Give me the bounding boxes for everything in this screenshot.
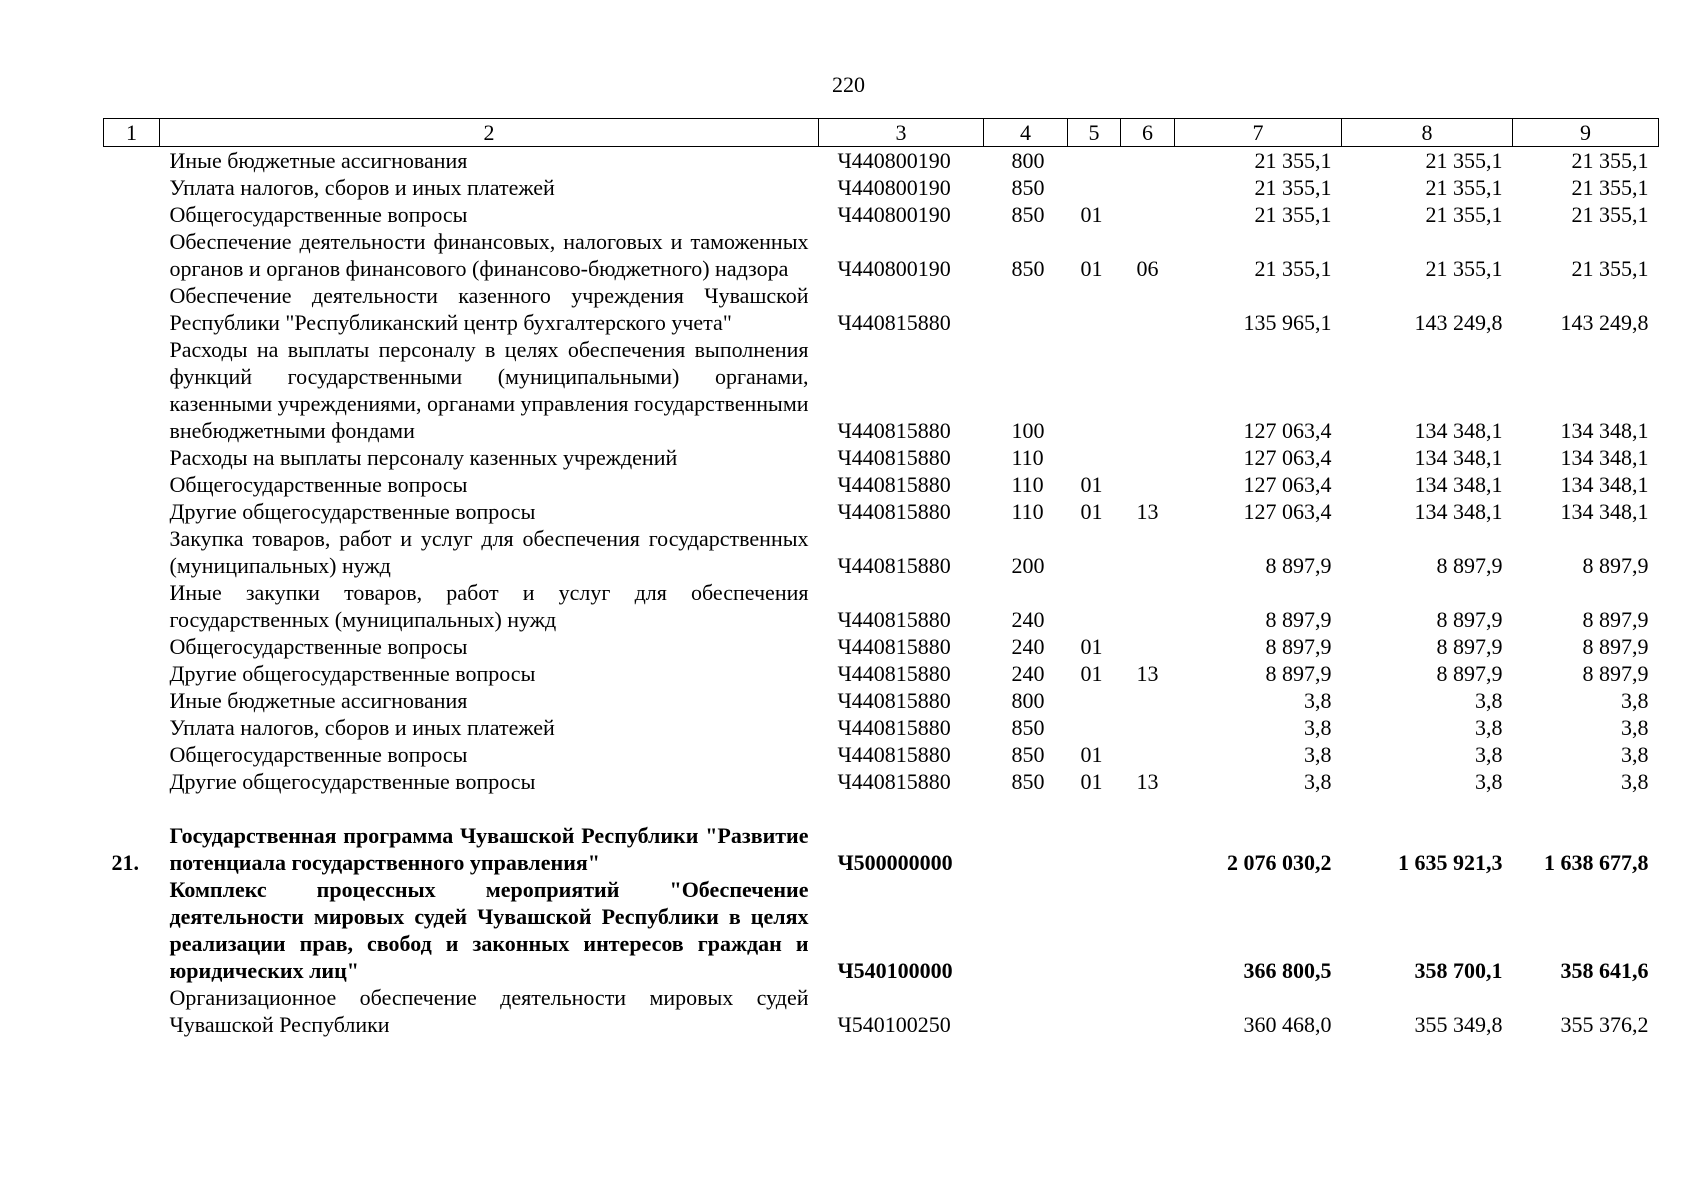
expense-type-code xyxy=(984,984,1068,1038)
expense-type-code: 800 xyxy=(1011,148,1045,173)
amount-col-9: 3,8 xyxy=(1621,769,1649,794)
amount-col-8: 134 348,1 xyxy=(1414,418,1503,443)
row-number xyxy=(104,201,160,228)
expense-type-code: 110 xyxy=(1011,499,1044,524)
spacer-row xyxy=(104,795,1659,822)
amount-col-7: 21 355,1 xyxy=(1254,148,1332,173)
column-header: 5 xyxy=(1068,119,1121,147)
target-article-code: Ч440815880 xyxy=(837,688,951,713)
amount-col-8: 8 897,9 xyxy=(1436,553,1503,578)
amount-col-7: 366 800,5 xyxy=(1243,958,1332,983)
section-code xyxy=(1068,876,1121,984)
amount-col-8: 3,8 xyxy=(1475,688,1503,713)
section-code: 01 xyxy=(1080,472,1103,497)
row-number xyxy=(104,444,160,471)
expense-type-code xyxy=(984,876,1068,984)
section-code xyxy=(1068,147,1121,175)
target-article-code: Ч440815880 xyxy=(837,661,951,686)
expense-name: Расходы на выплаты персоналу в целях обеспечения выполнения функций государственными (муниципальными) органами, казенными учреждениями, органами управления государственными внебюджетными фондами xyxy=(169,337,809,443)
section-code xyxy=(1068,174,1121,201)
amount-col-8: 355 349,8 xyxy=(1414,1012,1503,1037)
row-number xyxy=(104,660,160,687)
amount-col-9: 134 348,1 xyxy=(1560,418,1649,443)
amount-col-9: 358 641,6 xyxy=(1560,958,1649,983)
target-article-code: Ч440815880 xyxy=(837,715,951,740)
section-code: 01 xyxy=(1080,634,1103,659)
amount-col-9: 1 638 677,8 xyxy=(1544,850,1649,875)
page-number: 220 xyxy=(832,72,865,97)
amount-col-9: 8 897,9 xyxy=(1582,634,1649,659)
expense-name: Иные бюджетные ассигнования xyxy=(169,688,468,713)
amount-col-8: 358 700,1 xyxy=(1414,958,1503,983)
target-article-code: Ч440800190 xyxy=(837,175,951,200)
column-header: 2 xyxy=(160,119,819,147)
section-code xyxy=(1068,282,1121,336)
target-article-code: Ч440815880 xyxy=(837,418,951,443)
amount-col-7: 127 063,4 xyxy=(1243,472,1332,497)
row-number xyxy=(104,984,160,1038)
subsection-code xyxy=(1121,984,1175,1038)
subsection-code xyxy=(1121,714,1175,741)
amount-col-9: 21 355,1 xyxy=(1571,148,1649,173)
target-article-code: Ч500000000 xyxy=(837,850,953,875)
row-number xyxy=(104,147,160,175)
subsection-code xyxy=(1121,687,1175,714)
amount-col-7: 127 063,4 xyxy=(1243,499,1332,524)
target-article-code: Ч440815880 xyxy=(837,445,951,470)
table-row xyxy=(104,741,1659,768)
table-row xyxy=(104,336,1659,444)
amount-col-7: 3,8 xyxy=(1304,742,1332,767)
amount-col-7: 3,8 xyxy=(1304,769,1332,794)
row-number xyxy=(104,714,160,741)
expense-type-code: 240 xyxy=(1011,661,1045,686)
subsection-code xyxy=(1121,201,1175,228)
amount-col-9: 21 355,1 xyxy=(1571,175,1649,200)
expense-name: Организационное обеспечение деятельности мировых судей Чувашской Республики xyxy=(169,985,809,1037)
amount-col-9: 134 348,1 xyxy=(1560,472,1649,497)
budget-table xyxy=(103,118,1659,1038)
amount-col-8: 1 635 921,3 xyxy=(1398,850,1503,875)
target-article-code: Ч440800190 xyxy=(837,202,951,227)
section-code xyxy=(1068,822,1121,876)
table-row xyxy=(104,201,1659,228)
expense-name: Государственная программа Чувашской Республики "Развитие потенциала государственного управления" xyxy=(169,823,809,875)
amount-col-7: 360 468,0 xyxy=(1243,1012,1332,1037)
amount-col-7: 135 965,1 xyxy=(1243,310,1332,335)
subsection-code xyxy=(1121,147,1175,175)
target-article-code: Ч540100250 xyxy=(837,1012,951,1037)
section-code xyxy=(1068,579,1121,633)
amount-col-8: 21 355,1 xyxy=(1425,202,1503,227)
target-article-code: Ч440800190 xyxy=(837,256,951,281)
budget-table-container xyxy=(103,118,1658,1038)
expense-type-code: 240 xyxy=(1011,607,1045,632)
row-number xyxy=(104,633,160,660)
expense-name: Общегосударственные вопросы xyxy=(169,742,468,767)
amount-col-9: 3,8 xyxy=(1621,715,1649,740)
amount-col-7: 8 897,9 xyxy=(1265,661,1332,686)
target-article-code: Ч440815880 xyxy=(837,472,951,497)
target-article-code: Ч440800190 xyxy=(837,148,951,173)
row-number xyxy=(104,579,160,633)
table-row xyxy=(104,228,1659,282)
section-code: 01 xyxy=(1080,256,1103,281)
expense-type-code: 100 xyxy=(1011,418,1045,443)
section-code: 01 xyxy=(1080,769,1103,794)
section-code: 01 xyxy=(1080,661,1103,686)
target-article-code: Ч440815880 xyxy=(837,742,951,767)
subsection-code: 13 xyxy=(1136,661,1159,686)
column-header: 4 xyxy=(984,119,1068,147)
expense-type-code xyxy=(984,822,1068,876)
table-body xyxy=(104,147,1659,1039)
expense-name: Обеспечение деятельности казенного учреждения Чувашской Республики "Республиканский центр бухгалтерского учета" xyxy=(169,283,809,335)
expense-type-code: 850 xyxy=(1011,715,1045,740)
expense-name: Общегосударственные вопросы xyxy=(169,472,468,497)
amount-col-7: 8 897,9 xyxy=(1265,634,1332,659)
expense-type-code: 110 xyxy=(1011,472,1044,497)
section-code: 01 xyxy=(1080,499,1103,524)
subsection-code xyxy=(1121,444,1175,471)
amount-col-7: 2 076 030,2 xyxy=(1227,850,1332,875)
amount-col-7: 127 063,4 xyxy=(1243,418,1332,443)
subsection-code: 13 xyxy=(1136,769,1159,794)
row-number xyxy=(104,525,160,579)
expense-type-code: 800 xyxy=(1011,688,1045,713)
amount-col-7: 21 355,1 xyxy=(1254,175,1332,200)
amount-col-9: 8 897,9 xyxy=(1582,607,1649,632)
section-code xyxy=(1068,714,1121,741)
amount-col-8: 21 355,1 xyxy=(1425,175,1503,200)
subsection-code xyxy=(1121,174,1175,201)
subsection-code xyxy=(1121,579,1175,633)
amount-col-9: 3,8 xyxy=(1621,688,1649,713)
column-number-row xyxy=(104,119,1659,147)
row-number xyxy=(104,282,160,336)
table-row xyxy=(104,633,1659,660)
target-article-code: Ч440815880 xyxy=(837,310,951,335)
amount-col-8: 134 348,1 xyxy=(1414,499,1503,524)
table-row xyxy=(104,687,1659,714)
subsection-code: 13 xyxy=(1136,499,1159,524)
table-row xyxy=(104,444,1659,471)
table-row xyxy=(104,768,1659,795)
expense-name: Другие общегосударственные вопросы xyxy=(169,769,536,794)
row-number xyxy=(104,336,160,444)
subsection-code xyxy=(1121,282,1175,336)
amount-col-8: 143 249,8 xyxy=(1414,310,1503,335)
subsection-code xyxy=(1121,525,1175,579)
table-row xyxy=(104,525,1659,579)
expense-name: Другие общегосударственные вопросы xyxy=(169,499,536,524)
table-row xyxy=(104,174,1659,201)
amount-col-7: 127 063,4 xyxy=(1243,445,1332,470)
amount-col-8: 21 355,1 xyxy=(1425,256,1503,281)
amount-col-8: 8 897,9 xyxy=(1436,661,1503,686)
expense-name: Закупка товаров, работ и услуг для обеспечения государственных (муниципальных) нужд xyxy=(169,526,809,578)
row-number xyxy=(104,498,160,525)
target-article-code: Ч440815880 xyxy=(837,553,951,578)
subsection-code xyxy=(1121,876,1175,984)
amount-col-8: 134 348,1 xyxy=(1414,445,1503,470)
column-header: 8 xyxy=(1342,119,1513,147)
amount-col-8: 3,8 xyxy=(1475,769,1503,794)
expense-name: Расходы на выплаты персоналу казенных учреждений xyxy=(169,445,678,470)
table-row xyxy=(104,984,1659,1038)
amount-col-7: 8 897,9 xyxy=(1265,607,1332,632)
subsection-code xyxy=(1121,741,1175,768)
row-number xyxy=(104,174,160,201)
expense-type-code: 110 xyxy=(1011,445,1044,470)
section-code: 01 xyxy=(1080,202,1103,227)
amount-col-7: 8 897,9 xyxy=(1265,553,1332,578)
amount-col-9: 21 355,1 xyxy=(1571,256,1649,281)
row-number xyxy=(104,768,160,795)
column-header: 6 xyxy=(1121,119,1175,147)
expense-type-code: 200 xyxy=(1011,553,1045,578)
spacer-cell xyxy=(104,795,1659,822)
expense-type-code: 850 xyxy=(1011,175,1045,200)
expense-name: Общегосударственные вопросы xyxy=(169,202,468,227)
target-article-code: Ч440815880 xyxy=(837,499,951,524)
column-header: 7 xyxy=(1175,119,1342,147)
expense-name: Общегосударственные вопросы xyxy=(169,634,468,659)
subsection-code: 06 xyxy=(1136,256,1159,281)
amount-col-9: 134 348,1 xyxy=(1560,499,1649,524)
table-row xyxy=(104,579,1659,633)
section-code: 01 xyxy=(1080,742,1103,767)
amount-col-8: 3,8 xyxy=(1475,715,1503,740)
subsection-code xyxy=(1121,336,1175,444)
column-header: 1 xyxy=(104,119,160,147)
amount-col-7: 3,8 xyxy=(1304,715,1332,740)
table-row xyxy=(104,660,1659,687)
expense-type-code xyxy=(984,282,1068,336)
subsection-code xyxy=(1121,471,1175,498)
table-row xyxy=(104,147,1659,175)
table-row xyxy=(104,282,1659,336)
amount-col-7: 3,8 xyxy=(1304,688,1332,713)
row-number xyxy=(104,741,160,768)
expense-type-code: 850 xyxy=(1011,742,1045,767)
target-article-code: Ч540100000 xyxy=(837,958,953,983)
table-row xyxy=(104,876,1659,984)
amount-col-9: 8 897,9 xyxy=(1582,661,1649,686)
column-header: 3 xyxy=(819,119,984,147)
table-row xyxy=(104,471,1659,498)
amount-col-7: 21 355,1 xyxy=(1254,202,1332,227)
amount-col-8: 8 897,9 xyxy=(1436,634,1503,659)
expense-type-code: 240 xyxy=(1011,634,1045,659)
expense-name: Иные бюджетные ассигнования xyxy=(169,148,468,173)
table-row xyxy=(104,714,1659,741)
expense-name: Уплата налогов, сборов и иных платежей xyxy=(169,715,555,740)
expense-type-code: 850 xyxy=(1011,769,1045,794)
target-article-code: Ч440815880 xyxy=(837,607,951,632)
table-row xyxy=(104,498,1659,525)
amount-col-9: 3,8 xyxy=(1621,742,1649,767)
amount-col-8: 134 348,1 xyxy=(1414,472,1503,497)
section-code xyxy=(1068,444,1121,471)
row-number xyxy=(104,471,160,498)
expense-type-code: 850 xyxy=(1011,202,1045,227)
row-number: 21. xyxy=(111,850,139,875)
table-row xyxy=(104,822,1659,876)
amount-col-8: 8 897,9 xyxy=(1436,607,1503,632)
row-number xyxy=(104,876,160,984)
amount-col-8: 3,8 xyxy=(1475,742,1503,767)
row-number xyxy=(104,687,160,714)
amount-col-9: 21 355,1 xyxy=(1571,202,1649,227)
section-code xyxy=(1068,336,1121,444)
amount-col-9: 8 897,9 xyxy=(1582,553,1649,578)
section-code xyxy=(1068,984,1121,1038)
amount-col-9: 134 348,1 xyxy=(1560,445,1649,470)
expense-name: Обеспечение деятельности финансовых, налоговых и таможенных органов и органов финансового (финансово-бюджетного) надзора xyxy=(169,229,809,281)
expense-name: Комплекс процессных мероприятий "Обеспечение деятельности мировых судей Чувашской Республики в целях реализации прав, свобод и законных интересов граждан и юридических лиц" xyxy=(169,877,809,983)
column-header: 9 xyxy=(1513,119,1659,147)
section-code xyxy=(1068,525,1121,579)
row-number xyxy=(104,228,160,282)
amount-col-9: 355 376,2 xyxy=(1560,1012,1649,1037)
expense-type-code: 850 xyxy=(1011,256,1045,281)
subsection-code xyxy=(1121,633,1175,660)
section-code xyxy=(1068,687,1121,714)
target-article-code: Ч440815880 xyxy=(837,634,951,659)
amount-col-7: 21 355,1 xyxy=(1254,256,1332,281)
expense-name: Другие общегосударственные вопросы xyxy=(169,661,536,686)
amount-col-8: 21 355,1 xyxy=(1425,148,1503,173)
expense-name: Иные закупки товаров, работ и услуг для обеспечения государственных (муниципальных) нужд xyxy=(169,580,809,632)
target-article-code: Ч440815880 xyxy=(837,769,951,794)
amount-col-9: 143 249,8 xyxy=(1560,310,1649,335)
expense-name: Уплата налогов, сборов и иных платежей xyxy=(169,175,555,200)
table-header xyxy=(104,119,1659,147)
subsection-code xyxy=(1121,822,1175,876)
